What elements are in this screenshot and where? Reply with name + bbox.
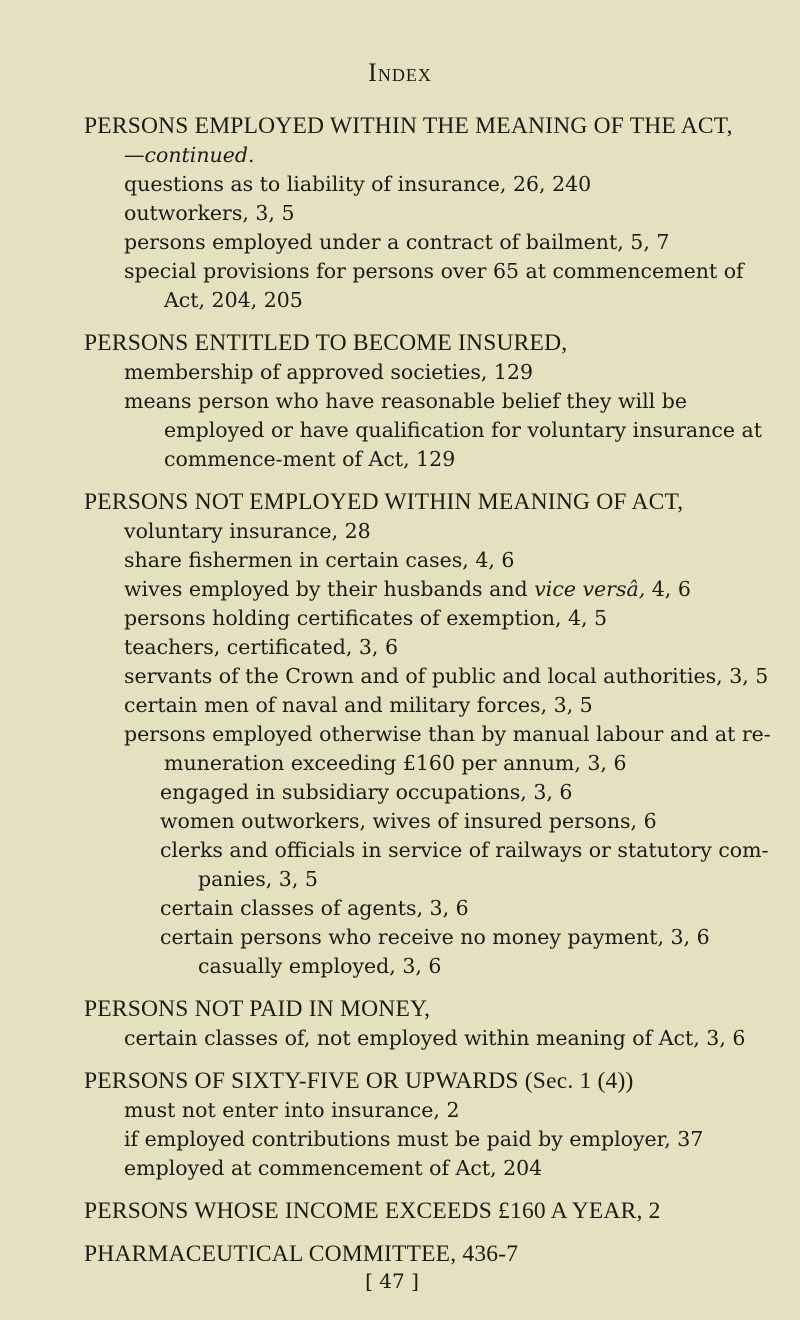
subentry: must not enter into insurance, 2 (124, 1098, 460, 1122)
sub-subentry: women outworkers, wives of insured persons, 6 (160, 809, 657, 833)
subentry: teachers, certificated, 3, 6 (124, 635, 398, 659)
entry-heading: PERSONS OF SIXTY-FIVE OR UPWARDS (Sec. 1 (4)) (84, 1068, 634, 1094)
index-entry (84, 329, 784, 474)
subentry: persons holding certificates of exemption, 4, 5 (124, 606, 608, 630)
subentry: persons employed under a contract of bailment, 5, 7 (124, 230, 670, 254)
subentry-italic: vice versâ, (534, 577, 646, 601)
sub-subentry: certain persons who receive no money payment, 3, 6 (160, 925, 710, 949)
heading-continued: —continued. (124, 143, 255, 167)
subentry: voluntary insurance, 28 (124, 519, 371, 543)
entry-heading: PERSONS ENTITLED TO BECOME INSURED, (84, 330, 568, 356)
subentry (84, 575, 784, 604)
subentry-text: wives employed by their husbands and (124, 577, 528, 601)
sub-subentry: engaged in subsidiary occupations, 3, 6 (160, 780, 573, 804)
subentry: certain classes of, not employed within meaning of Act, 3, 6 (124, 1026, 746, 1050)
subentry: persons employed otherwise than by manual labour and at re-muneration exceeding £160 per annum, 3, 6 (124, 722, 771, 775)
entry-heading: PERSONS EMPLOYED WITHIN THE MEANING OF THE ACT, (84, 113, 733, 139)
index-entry (84, 995, 784, 1053)
index-entry (84, 488, 784, 981)
subentry: membership of approved societies, 129 (124, 360, 534, 384)
index-entry (84, 1197, 784, 1226)
subentry: if employed contributions must be paid by employer, 37 (124, 1127, 704, 1151)
subentry: employed at commencement of Act, 204 (124, 1156, 543, 1180)
index-entry (84, 112, 784, 315)
subentry: share fishermen in certain cases, 4, 6 (124, 548, 515, 572)
subentry-pages: 4, 6 (651, 577, 691, 601)
subentry: means person who have reasonable belief they will be employed or have qualification for voluntary insurance at commence-ment of Act, 129 (124, 389, 762, 471)
index-content (84, 112, 784, 1293)
subentry: servants of the Crown and of public and local authorities, 3, 5 (124, 664, 769, 688)
subentry: questions as to liability of insurance, 26, 240 (124, 172, 592, 196)
sub-subentry: clerks and officials in service of railways or statutory com-panies, 3, 5 (160, 838, 769, 891)
running-head: Index (368, 58, 432, 87)
index-entry (84, 1067, 784, 1183)
page-number: [ 47 ] (365, 1269, 419, 1293)
subentry: special provisions for persons over 65 at commencement of Act, 204, 205 (124, 259, 744, 312)
subentry: certain men of naval and military forces, 3, 5 (124, 693, 593, 717)
subentry: outworkers, 3, 5 (124, 201, 295, 225)
entry-heading: PERSONS NOT PAID IN MONEY, (84, 996, 431, 1022)
entry-heading: PERSONS NOT EMPLOYED WITHIN MEANING OF ACT, (84, 489, 684, 515)
entry-heading: PERSONS WHOSE INCOME EXCEEDS £160 A YEAR, 2 (84, 1198, 661, 1224)
index-entry (84, 1240, 784, 1269)
entry-heading: PHARMACEUTICAL COMMITTEE, 436-7 (84, 1241, 519, 1267)
sub-subentry: certain classes of agents, 3, 6 (160, 896, 469, 920)
sub-subentry: casually employed, 3, 6 (198, 954, 442, 978)
